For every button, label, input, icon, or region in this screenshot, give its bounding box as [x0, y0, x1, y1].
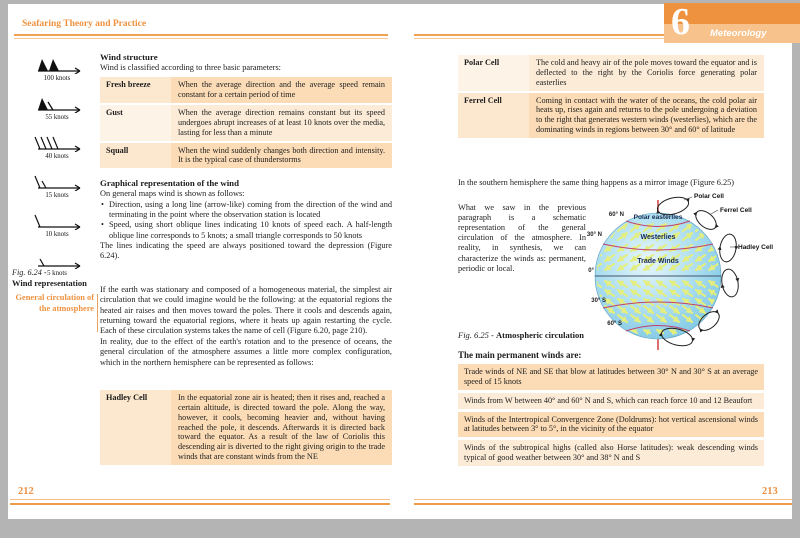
atmospheric-circulation-diagram — [578, 186, 795, 350]
wind-barb-40-knots-icon — [32, 134, 82, 152]
latitude-label-0: 0° — [588, 268, 594, 274]
right-footer-rule — [414, 499, 792, 505]
term-cell: Hadley Cell — [100, 390, 171, 465]
wind-barb-100-knots-icon — [32, 56, 82, 74]
wind-symbol-label: 100 knots — [43, 75, 71, 82]
margin-section-label: General circulation of the atmosphere — [15, 293, 94, 313]
circulation-paragraph-2: In reality, due to the effect of the earth's rotation and to the presence of oceans, the general circulation of the atmosphere assumes a little more complex configuration, which in the northern hemisphere can be represented as follows: — [100, 336, 392, 367]
wind-symbol-100 — [32, 56, 82, 82]
page-number-left: 212 — [18, 486, 34, 497]
circulation-paragraph-1: If the earth was stationary and composed of a homogeneous material, the simplest air circulation that we could imagine would be the following: at the equatorial regions the heated air raises and then moves toward the poles. There it cools and descends again, returning toward the equatorial regions, where it heats up again restarting the cycle. Each of these circulation systems takes the name of cell (Figure 6.20, page 210). — [100, 285, 392, 336]
left-footer-rule — [10, 499, 390, 505]
desc-cell: When the average direction and the average speed remain constant for a certain period of time — [171, 77, 392, 103]
term-cell: Gust — [100, 105, 171, 141]
latitude-label-60s: 60° S — [607, 321, 622, 327]
latitude-label-30n: 30° N — [586, 232, 602, 238]
wind-item: Winds of the Intertropical Convergence Zone (Doldrums): hot vertical ascensional winds at latitudes between 3° to 5°, in the vicinity of the equator — [458, 412, 764, 438]
permanent-winds-list — [458, 364, 764, 469]
figure-6-24-caption — [12, 268, 100, 289]
desc-cell: When the wind suddenly changes both direction and intensity. It is the typical case of thunderstorms — [171, 143, 392, 169]
table-row — [100, 390, 392, 465]
wind-symbol-label: 10 knots — [45, 231, 69, 238]
figure-caption-prefix: Fig. 6.24 - — [12, 268, 47, 277]
graphical-heading: Graphical representation of the wind — [100, 178, 239, 189]
wind-barb-55-knots-icon — [32, 95, 82, 113]
cell-label-hadley: Hadley Cell — [738, 244, 774, 251]
chapter-number: 6 — [671, 1, 690, 43]
term-cell: Ferrel Cell — [458, 93, 529, 138]
wind-symbol-10 — [32, 212, 82, 238]
wind-item: Trade winds of NE and SE that blow at latitudes between 30° N and 30° S at an average speed of 15 knots — [458, 364, 764, 390]
latitude-label-30s: 30° S — [591, 298, 606, 304]
desc-cell: The cold and heavy air of the pole moves toward the equator and is deflected to the right by the Coriolis force generating polar easterlies — [529, 55, 764, 91]
synthesis-paragraph: What we saw in the previous paragraph is a schematic representation of the general circulation of the atmosphere. In reality, in synthesis, we can characterize the winds as: permanent, periodic or local. — [458, 203, 586, 273]
wind-symbol-55 — [32, 95, 82, 121]
table-row — [458, 55, 764, 91]
desc-cell: In the equatorial zone air is heated; then it rises and, reached a certain altitude, is directed toward the pole. Along the way, however, it cools, becoming heavier and, without having reached the pole, it descends. Afterwards it is directed back toward the equator. As a result of the law of Coriolis this descending air is diverted to the right giving origin to the trade winds that are constant winds from the NE — [171, 390, 392, 465]
hadley-table — [100, 390, 392, 467]
cell-label-polar: Polar Cell — [694, 193, 724, 200]
wind-symbol-15 — [32, 173, 82, 199]
chapter-block — [664, 3, 800, 43]
table-row — [100, 105, 392, 141]
graphical-intro: On general maps wind is shown as follows: — [100, 189, 245, 199]
wind-barb-10-knots-icon — [32, 212, 82, 230]
wind-symbol-40 — [32, 134, 82, 160]
wind-symbol-label: 5 knots — [47, 270, 67, 277]
band-label-polar-easterlies: Polar easterlies — [633, 214, 683, 221]
desc-cell: When the average direction remains constant but its speed undergoes abrupt increases of at least 10 knots over the media, lasting for less than a minute — [171, 105, 392, 141]
left-page-header: Seafaring Theory and Practice — [22, 19, 147, 29]
term-cell: Fresh breeze — [100, 77, 171, 103]
latitude-label-60n: 60° N — [608, 212, 624, 218]
figure-caption-title: Atmospheric circulation — [496, 330, 584, 340]
table-row — [458, 93, 764, 138]
wind-barb-15-knots-icon — [32, 173, 82, 191]
left-header-rule — [14, 34, 388, 39]
desc-cell: Coming in contact with the water of the oceans, the cold polar air heats up, rises again and returns to the pole undergoing a deviation to the right that generates western winds (westerlies), which are the dominating winds in regions between 30° and 60° of latitude — [529, 93, 764, 138]
wind-structure-heading: Wind structure — [100, 52, 158, 62]
wind-structure-table — [100, 77, 392, 168]
cells-table — [458, 55, 764, 140]
figure-caption-prefix: Fig. 6.25 - — [458, 330, 494, 340]
wind-symbols-column — [20, 56, 94, 290]
page-number-right: 213 — [762, 486, 778, 497]
chapter-title: Meteorology — [710, 28, 767, 39]
mirror-paragraph: In the southern hemisphere the same thing happens as a mirror image (Figure 6.25) — [458, 178, 735, 187]
left-main-column — [100, 52, 392, 262]
cell-label-ferrel: Ferrel Cell — [720, 207, 752, 214]
wind-symbol-label: 40 knots — [45, 153, 69, 160]
margin-divider — [97, 294, 98, 332]
wind-structure-intro: Wind is classified according to three basic parameters: — [100, 62, 281, 72]
term-cell: Squall — [100, 143, 171, 169]
permanent-winds-heading: The main permanent winds are: — [458, 350, 582, 360]
bullet-item: • Speed, using short oblique lines indicating 10 knots of speed each. A half-length oblique line corresponds to 5 knots; a small triangle corresponds to 50 knots — [100, 220, 392, 241]
table-row — [100, 77, 392, 103]
wind-symbol-label: 55 knots — [45, 114, 69, 121]
graphical-outro: The lines indicating the speed are always positioned toward the depression (Figure 6.24). — [100, 241, 392, 261]
term-cell: Polar Cell — [458, 55, 529, 91]
wind-item: Winds of the subtropical highs (called also Horse latitudes): weak descending winds typical of good weather between 30° and 38° N and S — [458, 440, 764, 466]
circulation-paragraphs — [100, 285, 392, 368]
wind-item: Winds from W between 40° and 60° N and S, which can reach force 10 and 12 Beaufort — [458, 393, 764, 409]
table-row — [100, 143, 392, 169]
wind-barb-5-knots-icon — [32, 251, 82, 269]
figure-caption-title: Wind representation — [12, 278, 87, 289]
band-label-westerlies: Westerlies — [640, 234, 676, 241]
right-header-rule — [414, 34, 664, 39]
band-label-trade-winds: Trade Winds — [637, 258, 679, 265]
wind-symbol-label: 15 knots — [45, 192, 69, 199]
bullet-item: • Direction, using a long line (arrow-like) coming from the direction of the wind and terminating in the point where the observation station is located — [100, 200, 392, 221]
